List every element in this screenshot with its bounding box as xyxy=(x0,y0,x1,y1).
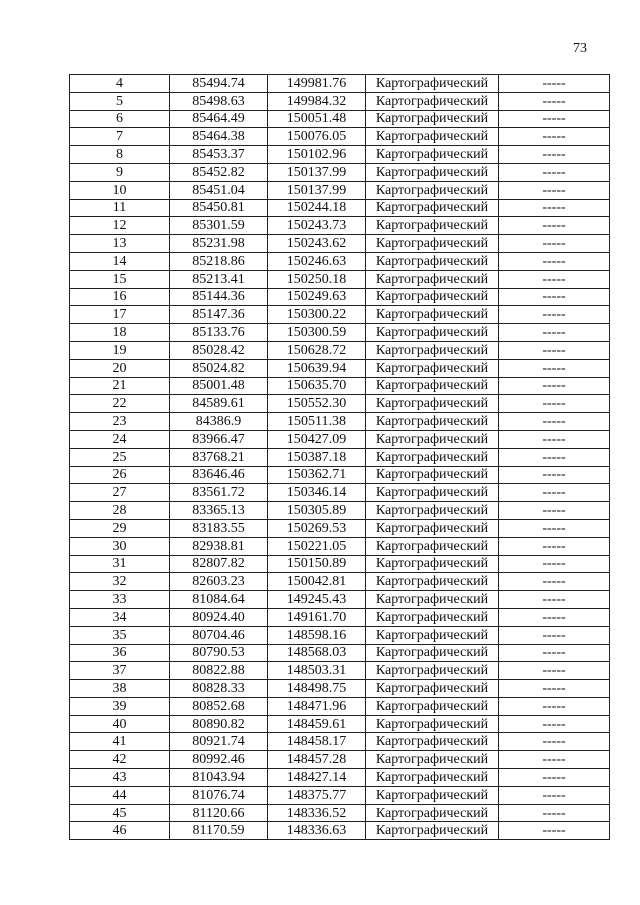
method-cell: Картографический xyxy=(366,252,499,270)
y-coordinate-cell: 150221.05 xyxy=(268,537,366,555)
note-cell: ----- xyxy=(499,110,610,128)
note-cell: ----- xyxy=(499,163,610,181)
x-coordinate-cell: 85218.86 xyxy=(170,252,268,270)
x-coordinate-cell: 80828.33 xyxy=(170,680,268,698)
x-coordinate-cell: 83768.21 xyxy=(170,448,268,466)
y-coordinate-cell: 150511.38 xyxy=(268,413,366,431)
method-cell: Картографический xyxy=(366,395,499,413)
y-coordinate-cell: 150628.72 xyxy=(268,341,366,359)
note-cell: ----- xyxy=(499,413,610,431)
x-coordinate-cell: 85453.37 xyxy=(170,146,268,164)
note-cell: ----- xyxy=(499,324,610,342)
note-cell: ----- xyxy=(499,92,610,110)
point-number-cell: 28 xyxy=(70,502,170,520)
note-cell: ----- xyxy=(499,484,610,502)
note-cell: ----- xyxy=(499,697,610,715)
y-coordinate-cell: 150346.14 xyxy=(268,484,366,502)
y-coordinate-cell: 150102.96 xyxy=(268,146,366,164)
x-coordinate-cell: 80921.74 xyxy=(170,733,268,751)
y-coordinate-cell: 150635.70 xyxy=(268,377,366,395)
y-coordinate-cell: 148568.03 xyxy=(268,644,366,662)
method-cell: Картографический xyxy=(366,181,499,199)
table-row xyxy=(70,537,610,555)
table-row xyxy=(70,252,610,270)
note-cell: ----- xyxy=(499,128,610,146)
point-number-cell: 18 xyxy=(70,324,170,342)
y-coordinate-cell: 148458.17 xyxy=(268,733,366,751)
note-cell: ----- xyxy=(499,75,610,93)
table-row xyxy=(70,146,610,164)
note-cell: ----- xyxy=(499,502,610,520)
table-row xyxy=(70,377,610,395)
note-cell: ----- xyxy=(499,359,610,377)
x-coordinate-cell: 84589.61 xyxy=(170,395,268,413)
point-number-cell: 8 xyxy=(70,146,170,164)
point-number-cell: 44 xyxy=(70,786,170,804)
note-cell: ----- xyxy=(499,395,610,413)
note-cell: ----- xyxy=(499,662,610,680)
method-cell: Картографический xyxy=(366,377,499,395)
method-cell: Картографический xyxy=(366,430,499,448)
x-coordinate-cell: 85231.98 xyxy=(170,235,268,253)
coordinates-table-body xyxy=(70,75,610,840)
table-row xyxy=(70,163,610,181)
note-cell: ----- xyxy=(499,217,610,235)
point-number-cell: 42 xyxy=(70,751,170,769)
y-coordinate-cell: 150137.99 xyxy=(268,181,366,199)
table-row xyxy=(70,608,610,626)
method-cell: Картографический xyxy=(366,573,499,591)
note-cell: ----- xyxy=(499,591,610,609)
method-cell: Картографический xyxy=(366,413,499,431)
table-row xyxy=(70,697,610,715)
table-row xyxy=(70,733,610,751)
x-coordinate-cell: 85464.38 xyxy=(170,128,268,146)
x-coordinate-cell: 85001.48 xyxy=(170,377,268,395)
note-cell: ----- xyxy=(499,146,610,164)
y-coordinate-cell: 150300.59 xyxy=(268,324,366,342)
y-coordinate-cell: 148457.28 xyxy=(268,751,366,769)
table-row xyxy=(70,555,610,573)
point-number-cell: 14 xyxy=(70,252,170,270)
method-cell: Картографический xyxy=(366,324,499,342)
table-row xyxy=(70,395,610,413)
table-row xyxy=(70,448,610,466)
point-number-cell: 19 xyxy=(70,341,170,359)
y-coordinate-cell: 148427.14 xyxy=(268,769,366,787)
method-cell: Картографический xyxy=(366,146,499,164)
y-coordinate-cell: 148459.61 xyxy=(268,715,366,733)
method-cell: Картографический xyxy=(366,555,499,573)
method-cell: Картографический xyxy=(366,110,499,128)
y-coordinate-cell: 150042.81 xyxy=(268,573,366,591)
table-row xyxy=(70,502,610,520)
note-cell: ----- xyxy=(499,715,610,733)
method-cell: Картографический xyxy=(366,519,499,537)
point-number-cell: 39 xyxy=(70,697,170,715)
method-cell: Картографический xyxy=(366,341,499,359)
y-coordinate-cell: 150362.71 xyxy=(268,466,366,484)
method-cell: Картографический xyxy=(366,199,499,217)
table-row xyxy=(70,413,610,431)
note-cell: ----- xyxy=(499,306,610,324)
x-coordinate-cell: 81170.59 xyxy=(170,822,268,840)
note-cell: ----- xyxy=(499,786,610,804)
method-cell: Картографический xyxy=(366,697,499,715)
method-cell: Картографический xyxy=(366,786,499,804)
method-cell: Картографический xyxy=(366,359,499,377)
point-number-cell: 7 xyxy=(70,128,170,146)
method-cell: Картографический xyxy=(366,715,499,733)
note-cell: ----- xyxy=(499,626,610,644)
x-coordinate-cell: 80890.82 xyxy=(170,715,268,733)
x-coordinate-cell: 83183.55 xyxy=(170,519,268,537)
method-cell: Картографический xyxy=(366,804,499,822)
point-number-cell: 43 xyxy=(70,769,170,787)
y-coordinate-cell: 150243.73 xyxy=(268,217,366,235)
point-number-cell: 6 xyxy=(70,110,170,128)
note-cell: ----- xyxy=(499,555,610,573)
point-number-cell: 26 xyxy=(70,466,170,484)
point-number-cell: 38 xyxy=(70,680,170,698)
method-cell: Картографический xyxy=(366,733,499,751)
table-row xyxy=(70,786,610,804)
table-row xyxy=(70,573,610,591)
point-number-cell: 12 xyxy=(70,217,170,235)
y-coordinate-cell: 150150.89 xyxy=(268,555,366,573)
point-number-cell: 13 xyxy=(70,235,170,253)
table-row xyxy=(70,110,610,128)
table-row xyxy=(70,324,610,342)
point-number-cell: 10 xyxy=(70,181,170,199)
x-coordinate-cell: 85464.49 xyxy=(170,110,268,128)
y-coordinate-cell: 149161.70 xyxy=(268,608,366,626)
table-row xyxy=(70,626,610,644)
table-row xyxy=(70,199,610,217)
note-cell: ----- xyxy=(499,519,610,537)
x-coordinate-cell: 80704.46 xyxy=(170,626,268,644)
note-cell: ----- xyxy=(499,430,610,448)
x-coordinate-cell: 85024.82 xyxy=(170,359,268,377)
x-coordinate-cell: 80790.53 xyxy=(170,644,268,662)
x-coordinate-cell: 82807.82 xyxy=(170,555,268,573)
point-number-cell: 37 xyxy=(70,662,170,680)
x-coordinate-cell: 85144.36 xyxy=(170,288,268,306)
y-coordinate-cell: 150244.18 xyxy=(268,199,366,217)
method-cell: Картографический xyxy=(366,92,499,110)
table-row xyxy=(70,680,610,698)
method-cell: Картографический xyxy=(366,128,499,146)
y-coordinate-cell: 148503.31 xyxy=(268,662,366,680)
method-cell: Картографический xyxy=(366,288,499,306)
y-coordinate-cell: 150246.63 xyxy=(268,252,366,270)
y-coordinate-cell: 150249.63 xyxy=(268,288,366,306)
y-coordinate-cell: 149245.43 xyxy=(268,591,366,609)
x-coordinate-cell: 85450.81 xyxy=(170,199,268,217)
note-cell: ----- xyxy=(499,822,610,840)
x-coordinate-cell: 80992.46 xyxy=(170,751,268,769)
x-coordinate-cell: 85301.59 xyxy=(170,217,268,235)
x-coordinate-cell: 82938.81 xyxy=(170,537,268,555)
point-number-cell: 15 xyxy=(70,270,170,288)
point-number-cell: 40 xyxy=(70,715,170,733)
x-coordinate-cell: 81043.94 xyxy=(170,769,268,787)
point-number-cell: 5 xyxy=(70,92,170,110)
y-coordinate-cell: 150427.09 xyxy=(268,430,366,448)
note-cell: ----- xyxy=(499,341,610,359)
point-number-cell: 22 xyxy=(70,395,170,413)
y-coordinate-cell: 150076.05 xyxy=(268,128,366,146)
method-cell: Картографический xyxy=(366,270,499,288)
x-coordinate-cell: 83365.13 xyxy=(170,502,268,520)
y-coordinate-cell: 148336.63 xyxy=(268,822,366,840)
point-number-cell: 25 xyxy=(70,448,170,466)
point-number-cell: 27 xyxy=(70,484,170,502)
note-cell: ----- xyxy=(499,235,610,253)
point-number-cell: 34 xyxy=(70,608,170,626)
x-coordinate-cell: 85494.74 xyxy=(170,75,268,93)
page-number: 73 xyxy=(573,41,587,56)
y-coordinate-cell: 149984.32 xyxy=(268,92,366,110)
point-number-cell: 31 xyxy=(70,555,170,573)
note-cell: ----- xyxy=(499,804,610,822)
point-number-cell: 41 xyxy=(70,733,170,751)
note-cell: ----- xyxy=(499,751,610,769)
table-row xyxy=(70,769,610,787)
y-coordinate-cell: 150243.62 xyxy=(268,235,366,253)
point-number-cell: 4 xyxy=(70,75,170,93)
table-row xyxy=(70,822,610,840)
table-row xyxy=(70,359,610,377)
y-coordinate-cell: 150269.53 xyxy=(268,519,366,537)
table-row xyxy=(70,484,610,502)
note-cell: ----- xyxy=(499,733,610,751)
note-cell: ----- xyxy=(499,252,610,270)
note-cell: ----- xyxy=(499,644,610,662)
y-coordinate-cell: 150639.94 xyxy=(268,359,366,377)
method-cell: Картографический xyxy=(366,217,499,235)
y-coordinate-cell: 148598.16 xyxy=(268,626,366,644)
note-cell: ----- xyxy=(499,181,610,199)
x-coordinate-cell: 85452.82 xyxy=(170,163,268,181)
method-cell: Картографический xyxy=(366,484,499,502)
point-number-cell: 17 xyxy=(70,306,170,324)
method-cell: Картографический xyxy=(366,235,499,253)
x-coordinate-cell: 83561.72 xyxy=(170,484,268,502)
x-coordinate-cell: 83646.46 xyxy=(170,466,268,484)
method-cell: Картографический xyxy=(366,751,499,769)
method-cell: Картографический xyxy=(366,608,499,626)
method-cell: Картографический xyxy=(366,163,499,181)
point-number-cell: 32 xyxy=(70,573,170,591)
point-number-cell: 36 xyxy=(70,644,170,662)
table-row xyxy=(70,306,610,324)
y-coordinate-cell: 148336.52 xyxy=(268,804,366,822)
x-coordinate-cell: 85028.42 xyxy=(170,341,268,359)
table-row xyxy=(70,591,610,609)
note-cell: ----- xyxy=(499,288,610,306)
note-cell: ----- xyxy=(499,377,610,395)
note-cell: ----- xyxy=(499,680,610,698)
table-row xyxy=(70,181,610,199)
table-row xyxy=(70,715,610,733)
method-cell: Картографический xyxy=(366,537,499,555)
y-coordinate-cell: 149981.76 xyxy=(268,75,366,93)
note-cell: ----- xyxy=(499,573,610,591)
method-cell: Картографический xyxy=(366,591,499,609)
point-number-cell: 33 xyxy=(70,591,170,609)
x-coordinate-cell: 81084.64 xyxy=(170,591,268,609)
y-coordinate-cell: 148471.96 xyxy=(268,697,366,715)
point-number-cell: 45 xyxy=(70,804,170,822)
note-cell: ----- xyxy=(499,199,610,217)
point-number-cell: 9 xyxy=(70,163,170,181)
x-coordinate-cell: 80822.88 xyxy=(170,662,268,680)
x-coordinate-cell: 83966.47 xyxy=(170,430,268,448)
table-row xyxy=(70,341,610,359)
note-cell: ----- xyxy=(499,466,610,484)
x-coordinate-cell: 85498.63 xyxy=(170,92,268,110)
table-row xyxy=(70,270,610,288)
method-cell: Картографический xyxy=(366,306,499,324)
x-coordinate-cell: 85451.04 xyxy=(170,181,268,199)
point-number-cell: 46 xyxy=(70,822,170,840)
note-cell: ----- xyxy=(499,537,610,555)
y-coordinate-cell: 150300.22 xyxy=(268,306,366,324)
y-coordinate-cell: 150552.30 xyxy=(268,395,366,413)
point-number-cell: 35 xyxy=(70,626,170,644)
x-coordinate-cell: 81076.74 xyxy=(170,786,268,804)
method-cell: Картографический xyxy=(366,448,499,466)
point-number-cell: 30 xyxy=(70,537,170,555)
note-cell: ----- xyxy=(499,448,610,466)
y-coordinate-cell: 148375.77 xyxy=(268,786,366,804)
note-cell: ----- xyxy=(499,769,610,787)
note-cell: ----- xyxy=(499,608,610,626)
table-row xyxy=(70,644,610,662)
method-cell: Картографический xyxy=(366,769,499,787)
note-cell: ----- xyxy=(499,270,610,288)
y-coordinate-cell: 150305.89 xyxy=(268,502,366,520)
coordinates-table xyxy=(69,74,610,840)
table-row xyxy=(70,217,610,235)
point-number-cell: 21 xyxy=(70,377,170,395)
x-coordinate-cell: 81120.66 xyxy=(170,804,268,822)
x-coordinate-cell: 85147.36 xyxy=(170,306,268,324)
method-cell: Картографический xyxy=(366,466,499,484)
table-row xyxy=(70,75,610,93)
point-number-cell: 16 xyxy=(70,288,170,306)
method-cell: Картографический xyxy=(366,644,499,662)
point-number-cell: 29 xyxy=(70,519,170,537)
table-row xyxy=(70,662,610,680)
y-coordinate-cell: 150051.48 xyxy=(268,110,366,128)
method-cell: Картографический xyxy=(366,75,499,93)
x-coordinate-cell: 85133.76 xyxy=(170,324,268,342)
point-number-cell: 20 xyxy=(70,359,170,377)
point-number-cell: 11 xyxy=(70,199,170,217)
method-cell: Картографический xyxy=(366,680,499,698)
y-coordinate-cell: 150250.18 xyxy=(268,270,366,288)
method-cell: Картографический xyxy=(366,662,499,680)
table-row xyxy=(70,128,610,146)
table-row xyxy=(70,466,610,484)
table-row xyxy=(70,519,610,537)
table-row xyxy=(70,430,610,448)
y-coordinate-cell: 148498.75 xyxy=(268,680,366,698)
method-cell: Картографический xyxy=(366,822,499,840)
table-row xyxy=(70,235,610,253)
method-cell: Картографический xyxy=(366,502,499,520)
table-row xyxy=(70,804,610,822)
method-cell: Картографический xyxy=(366,626,499,644)
point-number-cell: 23 xyxy=(70,413,170,431)
x-coordinate-cell: 84386.9 xyxy=(170,413,268,431)
y-coordinate-cell: 150387.18 xyxy=(268,448,366,466)
x-coordinate-cell: 85213.41 xyxy=(170,270,268,288)
point-number-cell: 24 xyxy=(70,430,170,448)
table-row xyxy=(70,288,610,306)
table-row xyxy=(70,92,610,110)
table-row xyxy=(70,751,610,769)
x-coordinate-cell: 80924.40 xyxy=(170,608,268,626)
x-coordinate-cell: 82603.23 xyxy=(170,573,268,591)
y-coordinate-cell: 150137.99 xyxy=(268,163,366,181)
x-coordinate-cell: 80852.68 xyxy=(170,697,268,715)
